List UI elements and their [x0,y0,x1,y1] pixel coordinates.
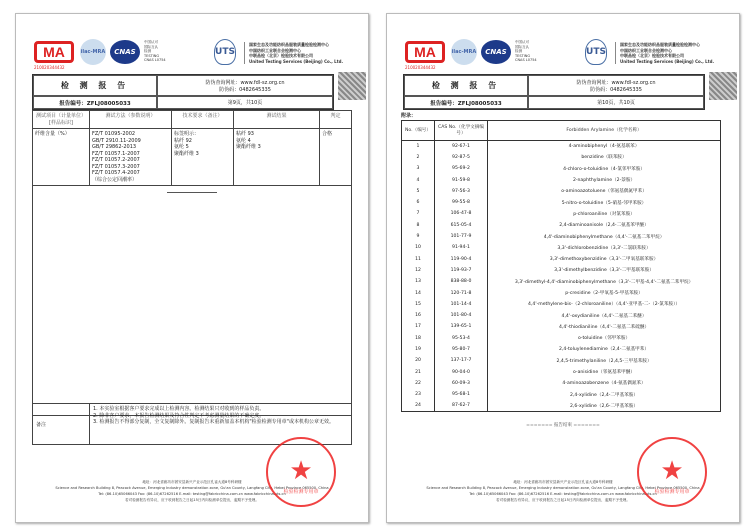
row-number: 22 [402,378,435,389]
cas-number: 99-55-8 [435,197,488,208]
row-number: 24 [402,400,435,411]
column-header: Forbidden Arylamine（化学名称） [488,121,721,141]
row-number: 20 [402,355,435,366]
row-number: 3 [402,163,435,174]
anti-fake-code: 防伪码：0482645335 [219,86,271,93]
row-number: 1 [402,141,435,152]
cma-logo: MA [405,41,445,63]
anti-fake-url: 防伪查询网址：www.fdl-sz.org.cn [576,79,656,86]
requirements [172,129,234,186]
table-row [402,253,721,264]
table-row [402,276,721,287]
report-number: 报告编号：ZFLJ08005033 [33,96,157,109]
cas-number: 95-80-7 [435,344,488,355]
cnas-line: 国际互认 [515,44,529,49]
ilac-mra-logo: ilac-MRA [451,39,477,65]
table-header [402,121,721,141]
test-methods [90,129,172,186]
row-number: 14 [402,287,435,298]
row-number: 5 [402,186,435,197]
table-row [402,242,721,253]
test-item: 纤维含量（%） [33,129,90,186]
header-logos [34,39,350,69]
cell-line: GB/T 29862-2013 [92,144,137,150]
column-header: 技术要求（备注） [172,111,234,129]
cnas-line: CNAS L0754 [144,58,166,62]
cma-logo: MA [34,41,74,63]
cnas-line: CNAS L0754 [515,58,537,62]
report-title: 检 测 报 告 [33,75,157,96]
report-end: ======= 报告结束 ======= [526,423,600,428]
anti-fake-url: 防伪查询网址：www.fdl-sz.org.cn [205,79,285,86]
cnas-logo: CNAS [110,40,140,64]
uts-logo: UTS [214,39,236,65]
report-title: 检 测 报 告 [404,75,528,96]
cell-line: 氨纶 5 [174,144,189,150]
cas-number: 101-14-4 [435,299,488,310]
cnas-line: TESTING [144,53,160,58]
chemical-name: 2,4-toluylenediamine（2,4-二氨基甲苯） [488,344,721,355]
row-number: 19 [402,344,435,355]
cnas-logo: CNAS [481,40,511,64]
seal-text: 检验检测专用章 [283,489,319,495]
cas-number: 137-17-7 [435,355,488,366]
org-line: 国家生态及功能纺织品服装质量检验检测中心 [620,42,700,47]
row-number: 16 [402,310,435,321]
report-header-box [403,74,705,110]
cnas-line: 检测 [144,49,151,53]
cnas-line: 中国认可 [515,40,529,44]
blank-row [33,186,352,416]
chemical-name: benzidine（联苯胺） [488,152,721,163]
uts-logo: UTS [585,39,607,65]
table-row [402,231,721,242]
cnas-line: TESTING [515,53,531,58]
official-seal [266,437,336,507]
footer-address: 地址：河北省廊坊市固安县新兴产业示范区孔雀大道8号科研楼 [142,480,242,484]
column-header: 测试方法（参数说明） [90,111,172,129]
test-results-table [32,110,352,416]
table-row [402,186,721,197]
table-row [402,389,721,400]
column-header: 测试项目（计量单位）[样品标识] [33,111,90,129]
org-line: United Testing Services (Beijing) Co., Ltd. [249,58,344,64]
table-row [402,265,721,276]
chemical-name: 2,6-xylidine（2,6-二甲基苯胺） [488,400,721,411]
star-icon: ★ [660,456,684,486]
table-row [402,333,721,344]
row-number: 12 [402,265,435,276]
cas-number: 615-05-4 [435,220,488,231]
report-page-9 [15,13,369,523]
table-row [402,355,721,366]
anti-fake-info [157,75,333,96]
cas-number: 90-04-0 [435,366,488,377]
row-number: 8 [402,220,435,231]
row-number: 11 [402,253,435,264]
cas-number: 97-56-3 [435,186,488,197]
table-row [402,299,721,310]
cell-line: 1. 本实验室根据客户要求完成以上检测内容。检测结果只对收到的样品负责。 [93,406,265,412]
row-number: 2 [402,152,435,163]
row-number: 23 [402,389,435,400]
cnas-line: 中国认可 [144,40,158,44]
chemical-name: 3,3'-dimethoxybenzidine（3,3'-二甲氧基联苯胺） [488,253,721,264]
test-result [234,129,320,186]
row-number: 21 [402,366,435,377]
cnas-line: 检测 [515,49,522,53]
footer-address: 地址：河北省廊坊市固安县新兴产业示范区孔雀大道8号科研楼 [513,480,613,484]
cell-line: 标签明示： [174,131,200,137]
chemical-name: 2,4,5-trimethylaniline（2,4,5-三甲基苯胺） [488,355,721,366]
chemical-name: 4-aminobiphenyl（4-氨基联苯） [488,141,721,152]
org-line: 中国纺织工业联合会检测中心 [620,47,672,53]
chemical-name: 4-aminoazobenzene（4-氨基偶氮苯） [488,378,721,389]
cell-line: 3. 检测报告不得部分复制，全文复制除外。复制报告未重新加盖本机构"检验检测专用章"或本机构公章无效。 [93,419,334,425]
anti-fake-info [528,75,704,96]
org-line: United Testing Services (Beijing) Co., Ltd. [620,58,715,64]
page-label: 第9页，共10页 [157,96,333,109]
column-header: 测试结果 [234,111,320,129]
table-row [33,129,352,186]
cell-line: 2. 除非客户要求，本报告检测结果及符合性判定不考虑测量结果的不确定度。 [93,412,265,419]
cnas-line: 国际互认 [144,44,158,49]
chemical-name: 3,3'-dichlorobenzidine（3,3'-二氯联苯胺） [488,242,721,253]
column-header: 判定 [320,111,352,129]
column-header: No.（编号） [402,121,435,141]
star-icon: ★ [289,456,313,486]
qr-code [709,72,737,100]
chemical-name: 2-naphthylamine（2-萘胺） [488,174,721,185]
cell-line: （综合公定回潮率） [92,176,138,183]
official-seal [637,437,707,507]
cell-line: GB/T 2910.11-2009 [92,137,141,144]
chemical-name: 2,4-diaminoanisole（2,4-二氨基苯甲醚） [488,220,721,231]
chemical-name: 4,4'-diaminobiphenylmethane（4,4'-二氨基二苯甲烷） [488,231,721,242]
chemical-name: 4,4'-methylene-bis-（2-chloroaniline）（4,4'-亚甲基-二-（2-氯苯胺）） [488,299,721,310]
row-number: 9 [402,231,435,242]
chemical-name: 4,4'-oxydianiline（4,4'-二氨基二苯醚） [488,310,721,321]
table-header [33,111,352,129]
chemical-name: p-cresidine（2-甲氧基-5-甲基苯胺） [488,287,721,298]
cell-line: FZ/T 01057.1-2007 [92,150,140,157]
annex-label: 附录： [401,113,417,119]
chemical-name: o-aminoazotoluene（邻氨基偶氮甲苯） [488,186,721,197]
cas-number: 95-53-4 [435,333,488,344]
cas-number: 120-71-8 [435,287,488,298]
forbidden-arylamine-table [401,120,721,412]
report-page-10 [386,13,740,523]
table-row [402,366,721,377]
seal-text: 检验检测专用章 [654,489,690,495]
cell-line: FZ/T 01057.4-2007 [92,170,140,176]
table-row [402,208,721,219]
cas-number: 87-62-7 [435,400,488,411]
cas-number: 60-09-3 [435,378,488,389]
cas-number: 95-69-2 [435,163,488,174]
chemical-name: o-anisidine（邻氨基苯甲醚） [488,366,721,377]
org-line: 中国纺织工业联合会检测中心 [249,47,301,53]
table-row [402,152,721,163]
row-number: 15 [402,299,435,310]
cell-line: 氨纶 4 [236,137,251,144]
cell-line: FZ/T 01057.3-2007 [92,163,140,170]
chemical-name: 4,4'-thiodianiline（4,4'-二氨基二苯硫醚） [488,321,721,332]
org-line: 中联品检（北京）检验技术有限公司 [249,53,313,58]
chemical-name: 3,3'-dimethylbenzidine（3,3'-二甲基联苯胺） [488,265,721,276]
table-row [402,220,721,231]
table-row [402,163,721,174]
footer-contact: Tel: (86-10)65066043 Fax: (86-10)67262516 E-mail: testing@fabricchina.com.cn www.fabricchina.uts.cn [469,492,657,496]
cell-line: 聚酯纤维 3 [174,150,199,157]
table-row [402,321,721,332]
row-number: 6 [402,197,435,208]
chemical-name: p-chloroaniline（对氯苯胺） [488,208,721,219]
cas-number: 119-90-4 [435,253,488,264]
org-line: 国家生态及功能纺织品服装质量检验检测中心 [249,42,329,47]
header-logos [405,39,721,69]
organization-name [615,42,714,64]
cas-number: 95-68-1 [435,389,488,400]
cnas-text [515,40,537,63]
chemical-name: 2,4-xylidine（2,4-二甲基苯胺） [488,389,721,400]
cas-number: 119-93-7 [435,265,488,276]
row-number: 17 [402,321,435,332]
row-number: 7 [402,208,435,219]
cas-number: 838-88-0 [435,276,488,287]
footer-notice: 若对检测报告有异议，应于收到报告之日起15日内向检测单位提出，逾期不予受理。 [125,498,259,502]
remarks-label: 备注 [33,404,90,444]
cell-line: 聚酯纤维 3 [236,144,261,150]
cas-number: 101-80-4 [435,310,488,321]
footer-address-en: Science and Research Building 8, Peacock Avenue, Emerging Industry demonstration zone, Gu'an County, Langfang City, Hebei Province 065500, China [55,486,329,490]
table-row [402,141,721,152]
cas-number: 92-87-5 [435,152,488,163]
cell-line: FZ/T 01057.2-2007 [92,157,140,163]
row-number: 10 [402,242,435,253]
footer-contact: Tel: (86-10)65066043 Fax: (86-10)67262516 E-mail: testing@fabricchina.com.cn www.fabricchina.uts.cn [98,492,286,496]
cnas-text [144,40,166,63]
anti-fake-code: 防伪码：0482645335 [590,86,642,93]
cas-number: 92-67-1 [435,141,488,152]
verdict: 合格 [320,129,352,186]
footer-address-en: Science and Research Building 8, Peacock Avenue, Emerging Industry demonstration zone, Gu'an County, Langfang City, Hebei Province 065500, China [426,486,700,490]
table-row [402,174,721,185]
page-label: 第10页，共10页 [528,96,704,109]
table-row [402,310,721,321]
footer-notice: 若对检测报告有异议，应于收到报告之日起15日内向检测单位提出，逾期不予受理。 [496,498,630,502]
report-number: 报告编号：ZFLJ08005033 [404,96,528,109]
row-number: 4 [402,174,435,185]
cas-number: 91-94-1 [435,242,488,253]
ilac-mra-logo: ilac-MRA [80,39,106,65]
table-row [402,287,721,298]
table-row [402,344,721,355]
row-number: 13 [402,276,435,287]
cell-line: 粘纤 93 [236,131,254,137]
cas-number: 139-65-1 [435,321,488,332]
cas-number: 101-77-9 [435,231,488,242]
chemical-name: o-toluidine（邻甲苯胺） [488,333,721,344]
cell-line: 粘纤 92 [174,137,192,144]
org-line: 中联品检（北京）检验技术有限公司 [620,53,684,58]
cma-number: 210020344432 [405,65,436,70]
report-header-box [32,74,334,110]
table-row [402,378,721,389]
table-row [402,197,721,208]
qr-code [338,72,366,100]
column-header: CAS No.（化学文摘编号） [435,121,488,141]
chemical-name: 4-chloro-o-toluidine（4-氯邻甲苯胺） [488,163,721,174]
cas-number: 106-47-8 [435,208,488,219]
chemical-name: 5-nitro-o-toluidine（5-硝基-邻甲苯胺） [488,197,721,208]
table-row [402,400,721,411]
cma-number: 210020344432 [34,65,65,70]
chemical-name: 3,3'-dimethyl-4,4'-diaminobiphenylmethane（3,3'-二甲基-4,4'-二氨基二苯甲烷） [488,276,721,287]
organization-name [244,42,343,64]
cas-number: 91-59-8 [435,174,488,185]
cell-line: FZ/T 01095-2002 [92,131,136,137]
row-number: 18 [402,333,435,344]
